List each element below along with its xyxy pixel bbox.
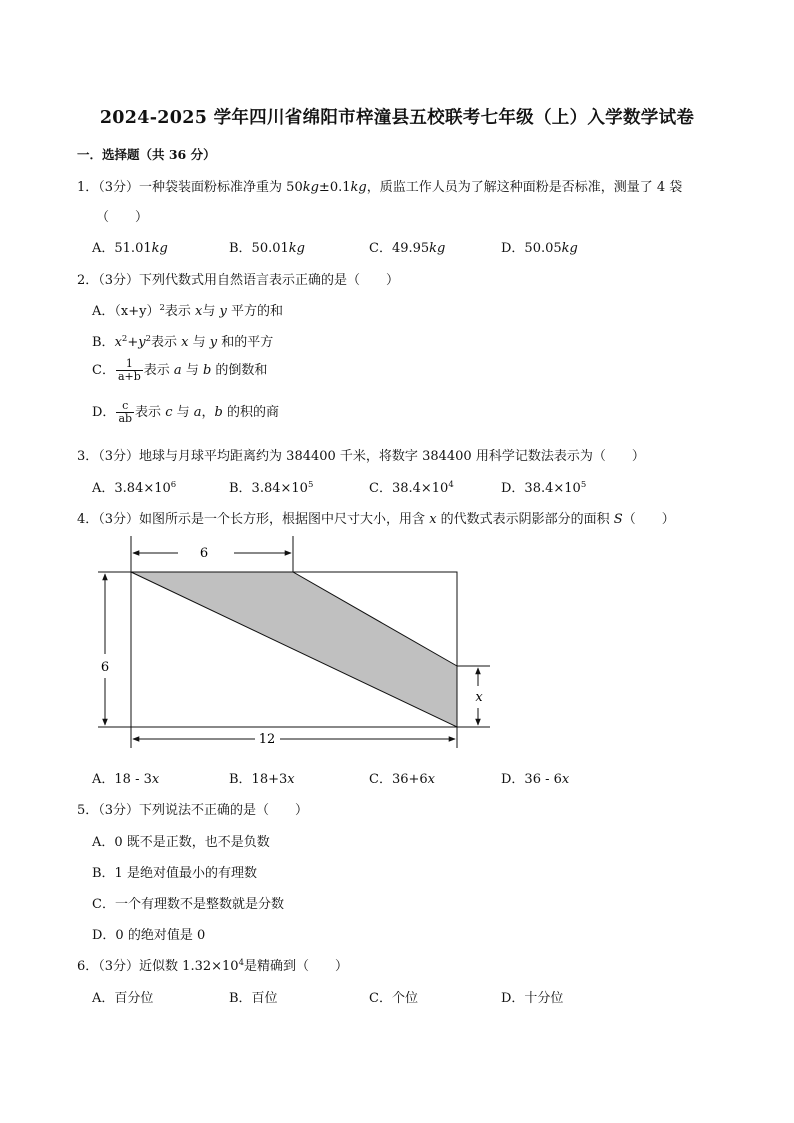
question-5-option-b[interactable]: B．1 是绝对值最小的有理数 [92, 866, 257, 881]
question-6-stem: 6．（3分）近似数 $1.32\times 10^4$是精确到（ ） [77, 958, 348, 974]
fraction-1-over-a-plus-b: $\frac{1}{a+b}$ [117, 357, 141, 383]
question-3-option-d[interactable]: D．$38.4\times 10^5$ [501, 480, 587, 496]
question-6-option-b[interactable]: B．百位 [229, 991, 278, 1006]
question-4-option-a[interactable]: A．18 - 3x [92, 772, 160, 787]
question-2-option-a[interactable]: A．$(x+y)^2$表示 x与 y 平方的和 [92, 303, 284, 319]
question-5-option-a[interactable]: A．0 既不是正数，也不是负数 [92, 835, 270, 850]
question-4-option-b[interactable]: B．18+3x [229, 772, 295, 787]
top-dimension-label: 6 [199, 546, 209, 561]
question-4-option-c[interactable]: C．36+6x [369, 772, 435, 787]
question-3-option-a[interactable]: A．$3.84\times 10^6$ [92, 480, 177, 496]
section-heading: 一．选择题（共 36 分） [77, 147, 216, 162]
shaded-region [131, 572, 457, 727]
question-2-option-b[interactable]: B．$x^2+y^2$表示 x 与 y 和的平方 [92, 334, 274, 350]
question-3-option-c[interactable]: C．$38.4\times 10^4$ [369, 480, 454, 496]
question-3-option-b[interactable]: B．$3.84\times 10^5$ [229, 480, 314, 496]
question-1-option-c[interactable]: C．49.95kg [369, 241, 446, 256]
question-1-blank: （ ） [96, 210, 149, 225]
fraction-c-over-ab: $\frac{c}{ab}$ [118, 399, 133, 425]
question-2-option-d[interactable]: D． $\frac{c}{ab}$ 表示 c 与 a，b 的积的商 [92, 399, 279, 425]
question-2-option-c[interactable]: C． $\frac{1}{a+b}$ 表示 a 与 b 的倒数和 [92, 357, 268, 383]
question-1-option-a[interactable]: A．51.01kg [92, 241, 168, 256]
question-5-stem: 5．（3分）下列说法不正确的是（ ） [77, 803, 309, 818]
question-1-stem: 1．（3分）一种袋装面粉标准净重为 50kg±0.1kg，质监工作人员为了解这种面粉是否标准，测量了 4 袋 [77, 180, 683, 195]
question-3-stem: 3．（3分）地球与月球平均距离约为 384400 千米，将数字 384400 用科学记数法表示为（ ） [77, 449, 645, 464]
exam-title: 2024-2025 学年四川省绵阳市梓潼县五校联考七年级（上）入学数学试卷 [99, 108, 695, 128]
left-dimension-label: 6 [100, 660, 110, 675]
rectangle-figure [90, 536, 500, 751]
question-6-option-a[interactable]: A．百分位 [92, 991, 154, 1006]
question-4-option-d[interactable]: D．36 - 6x [501, 772, 570, 787]
question-5-option-c[interactable]: C．一个有理数不是整数就是分数 [92, 897, 284, 912]
question-1-option-b[interactable]: B．50.01kg [229, 241, 305, 256]
question-6-option-c[interactable]: C．个位 [369, 991, 418, 1006]
question-3-options [92, 477, 652, 497]
question-4-options [92, 768, 652, 788]
question-2-stem: 2．（3分）下列代数式用自然语言表示正确的是（ ） [77, 273, 400, 288]
question-5-option-d[interactable]: D．0 的绝对值是 0 [92, 928, 206, 943]
question-1-option-d[interactable]: D．50.05kg [501, 241, 578, 256]
question-4-stem: 4．（3分）如图所示是一个长方形，根据图中尺寸大小，用含 x 的代数式表示阴影部分的面积 S（ ） [77, 512, 675, 527]
right-dimension-label: x [475, 690, 483, 705]
question-1-options [92, 237, 652, 257]
question-6-options [92, 987, 652, 1007]
question-6-option-d[interactable]: D．十分位 [501, 991, 564, 1006]
bottom-dimension-label: 12 [258, 732, 276, 747]
